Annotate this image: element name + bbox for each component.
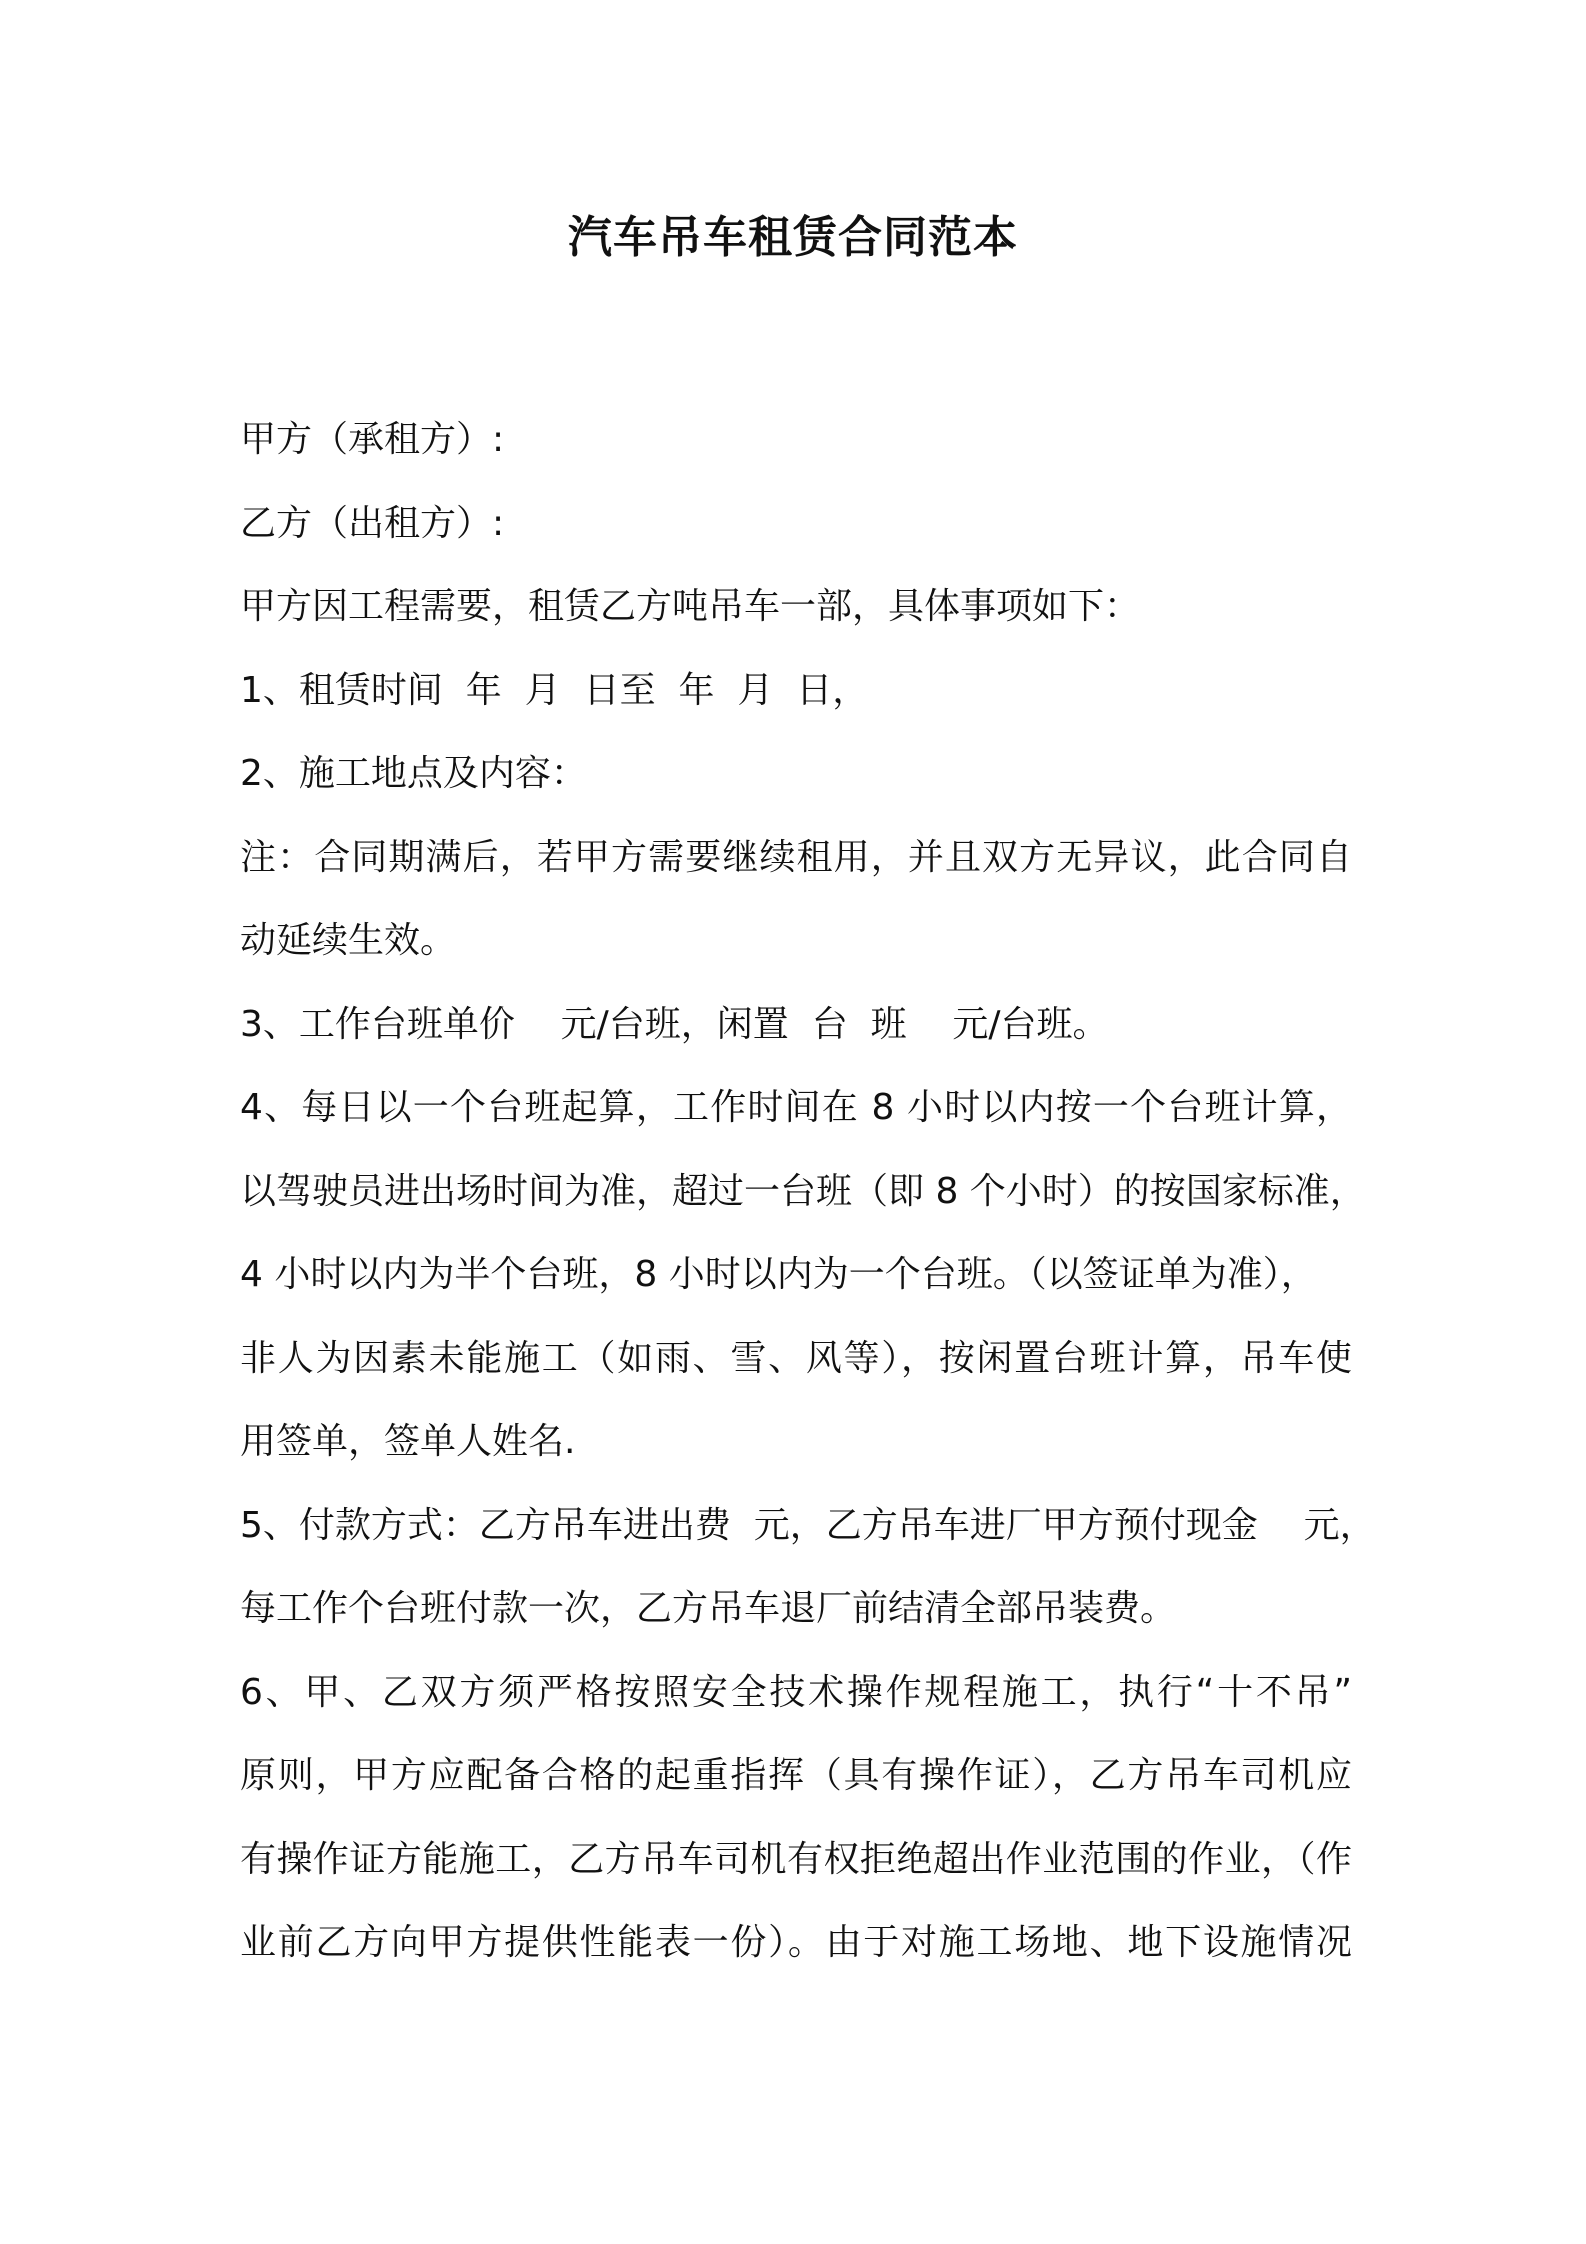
clause-5-line-1: 5、付款方式：乙方吊车进出费 元，乙方吊车进厂甲方预付现金 元，	[240, 1504, 1376, 1546]
clause-6-line-4: 业前乙方向甲方提供性能表一份）。由于对施工场地、地下设施情况	[240, 1922, 1352, 1963]
party-a-line: 甲方（承租方）:	[240, 419, 505, 460]
intro-line: 甲方因工程需要，租赁乙方吨吊车一部，具体事项如下：	[240, 586, 1141, 627]
clause-5-line-2: 每工作个台班付款一次，乙方吊车退厂前结清全部吊装费。	[240, 1588, 1177, 1629]
clause-4-line-5: 用签单，签单人姓名.	[240, 1421, 576, 1462]
clause-1-rental-period: 1、租赁时间 年 月 日至 年 月 日，	[240, 669, 869, 711]
note-line-2: 动延续生效。	[240, 920, 457, 961]
clause-4-line-1: 4、每日以一个台班起算，工作时间在 8 小时以内按一个台班计算，	[240, 1087, 1352, 1128]
clause-4-line-4: 非人为因素未能施工（如雨、雪、风等），按闲置台班计算，吊车使	[240, 1337, 1352, 1379]
clause-4-line-3: 4 小时以内为半个台班，8 小时以内为一个台班。（以签证单为准），	[240, 1254, 1317, 1295]
clause-2-site-content: 2、施工地点及内容：	[240, 753, 587, 794]
party-b-line: 乙方（出租方）:	[240, 502, 505, 544]
clause-6-line-3: 有操作证方能施工，乙方吊车司机有权拒绝超出作业范围的作业，（作	[240, 1838, 1352, 1880]
clause-3-unit-price: 3、工作台班单价 元/台班，闲置 台 班 元/台班。	[240, 1003, 1109, 1045]
clause-6-line-2: 原则，甲方应配备合格的起重指挥（具有操作证），乙方吊车司机应	[240, 1755, 1352, 1796]
note-line-1: 注：合同期满后，若甲方需要继续租用，并且双方无异议，此合同自	[240, 836, 1352, 878]
clause-4-line-2: 以驾驶员进出场时间为准，超过一台班（即 8 个小时）的按国家标准，	[240, 1170, 1366, 1212]
document-title: 汽车吊车租赁合同范本	[568, 212, 1018, 263]
clause-6-line-1: 6、甲、乙双方须严格按照安全技术操作规程施工，执行“十不吊”	[240, 1671, 1352, 1713]
contract-body	[240, 398, 1376, 1985]
